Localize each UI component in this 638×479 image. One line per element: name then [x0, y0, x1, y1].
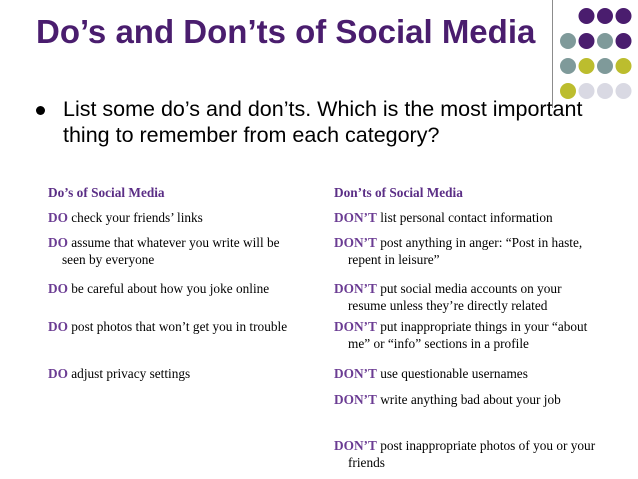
- slide-title: Do’s and Don’ts of Social Media: [36, 13, 536, 50]
- dont-item: [334, 280, 624, 314]
- dont-text: put social media accounts on your: [380, 281, 562, 296]
- decorative-dot: [579, 8, 595, 24]
- dont-item: [334, 391, 624, 408]
- do-keyword: DO: [48, 281, 68, 296]
- dont-text-continued: me” or “info” sections in a profile: [348, 336, 529, 351]
- do-keyword: DO: [48, 366, 68, 381]
- do-keyword: DO: [48, 235, 68, 250]
- dont-text: post anything in anger: “Post in haste,: [380, 235, 583, 250]
- dont-keyword: DON’T: [334, 392, 377, 407]
- decorative-dot-grid: [559, 7, 633, 107]
- dont-keyword: DON’T: [334, 319, 377, 334]
- dont-item: [334, 234, 624, 268]
- donts-header: Don’ts of Social Media: [334, 185, 463, 200]
- do-item: [48, 209, 328, 226]
- decorative-dot: [579, 33, 595, 49]
- bullet-text: List some do’s and don’ts. Which is the most important thing to remember from each category?: [63, 97, 583, 147]
- dont-keyword: DON’T: [334, 281, 377, 296]
- dos-header: Do’s of Social Media: [48, 185, 165, 200]
- decorative-dot: [616, 8, 632, 24]
- decorative-dot: [616, 58, 632, 74]
- decorative-dot: [597, 8, 613, 24]
- decorative-dot: [597, 58, 613, 74]
- dont-keyword: DON’T: [334, 210, 377, 225]
- dont-text: write anything bad about your job: [380, 392, 561, 407]
- decorative-dot: [616, 33, 632, 49]
- dont-item: [334, 209, 624, 226]
- decorative-dot: [616, 83, 632, 99]
- dont-text-continued: resume unless they’re directly related: [348, 298, 548, 313]
- dont-item: [334, 318, 624, 352]
- dont-text-continued: friends: [348, 455, 385, 470]
- do-text: be careful about how you joke online: [71, 281, 270, 296]
- do-keyword: DO: [48, 319, 68, 334]
- dont-text: use questionable usernames: [380, 366, 528, 381]
- decorative-dot: [560, 33, 576, 49]
- dont-text: put inappropriate things in your “about: [380, 319, 588, 334]
- decorative-divider-line: [552, 0, 553, 108]
- dont-text-continued: repent in leisure”: [348, 252, 440, 267]
- do-item: [48, 365, 328, 382]
- do-text: check your friends’ links: [71, 210, 203, 225]
- dont-keyword: DON’T: [334, 366, 377, 381]
- do-item: [48, 318, 328, 335]
- do-item: [48, 234, 328, 268]
- do-text-continued: seen by everyone: [62, 252, 155, 267]
- dont-text: post inappropriate photos of you or your: [380, 438, 596, 453]
- dont-text: list personal contact information: [380, 210, 553, 225]
- decorative-dot: [560, 58, 576, 74]
- do-text: assume that whatever you write will be: [71, 235, 280, 250]
- dont-keyword: DON’T: [334, 438, 377, 453]
- bullet-marker-icon: [36, 106, 45, 115]
- dont-keyword: DON’T: [334, 235, 377, 250]
- decorative-dot: [579, 58, 595, 74]
- do-text: post photos that won’t get you in trouble: [71, 319, 288, 334]
- do-item: [48, 280, 328, 297]
- do-keyword: DO: [48, 210, 68, 225]
- dont-item: [334, 437, 624, 471]
- do-text: adjust privacy settings: [71, 366, 191, 381]
- decorative-dot: [597, 33, 613, 49]
- dont-item: [334, 365, 624, 382]
